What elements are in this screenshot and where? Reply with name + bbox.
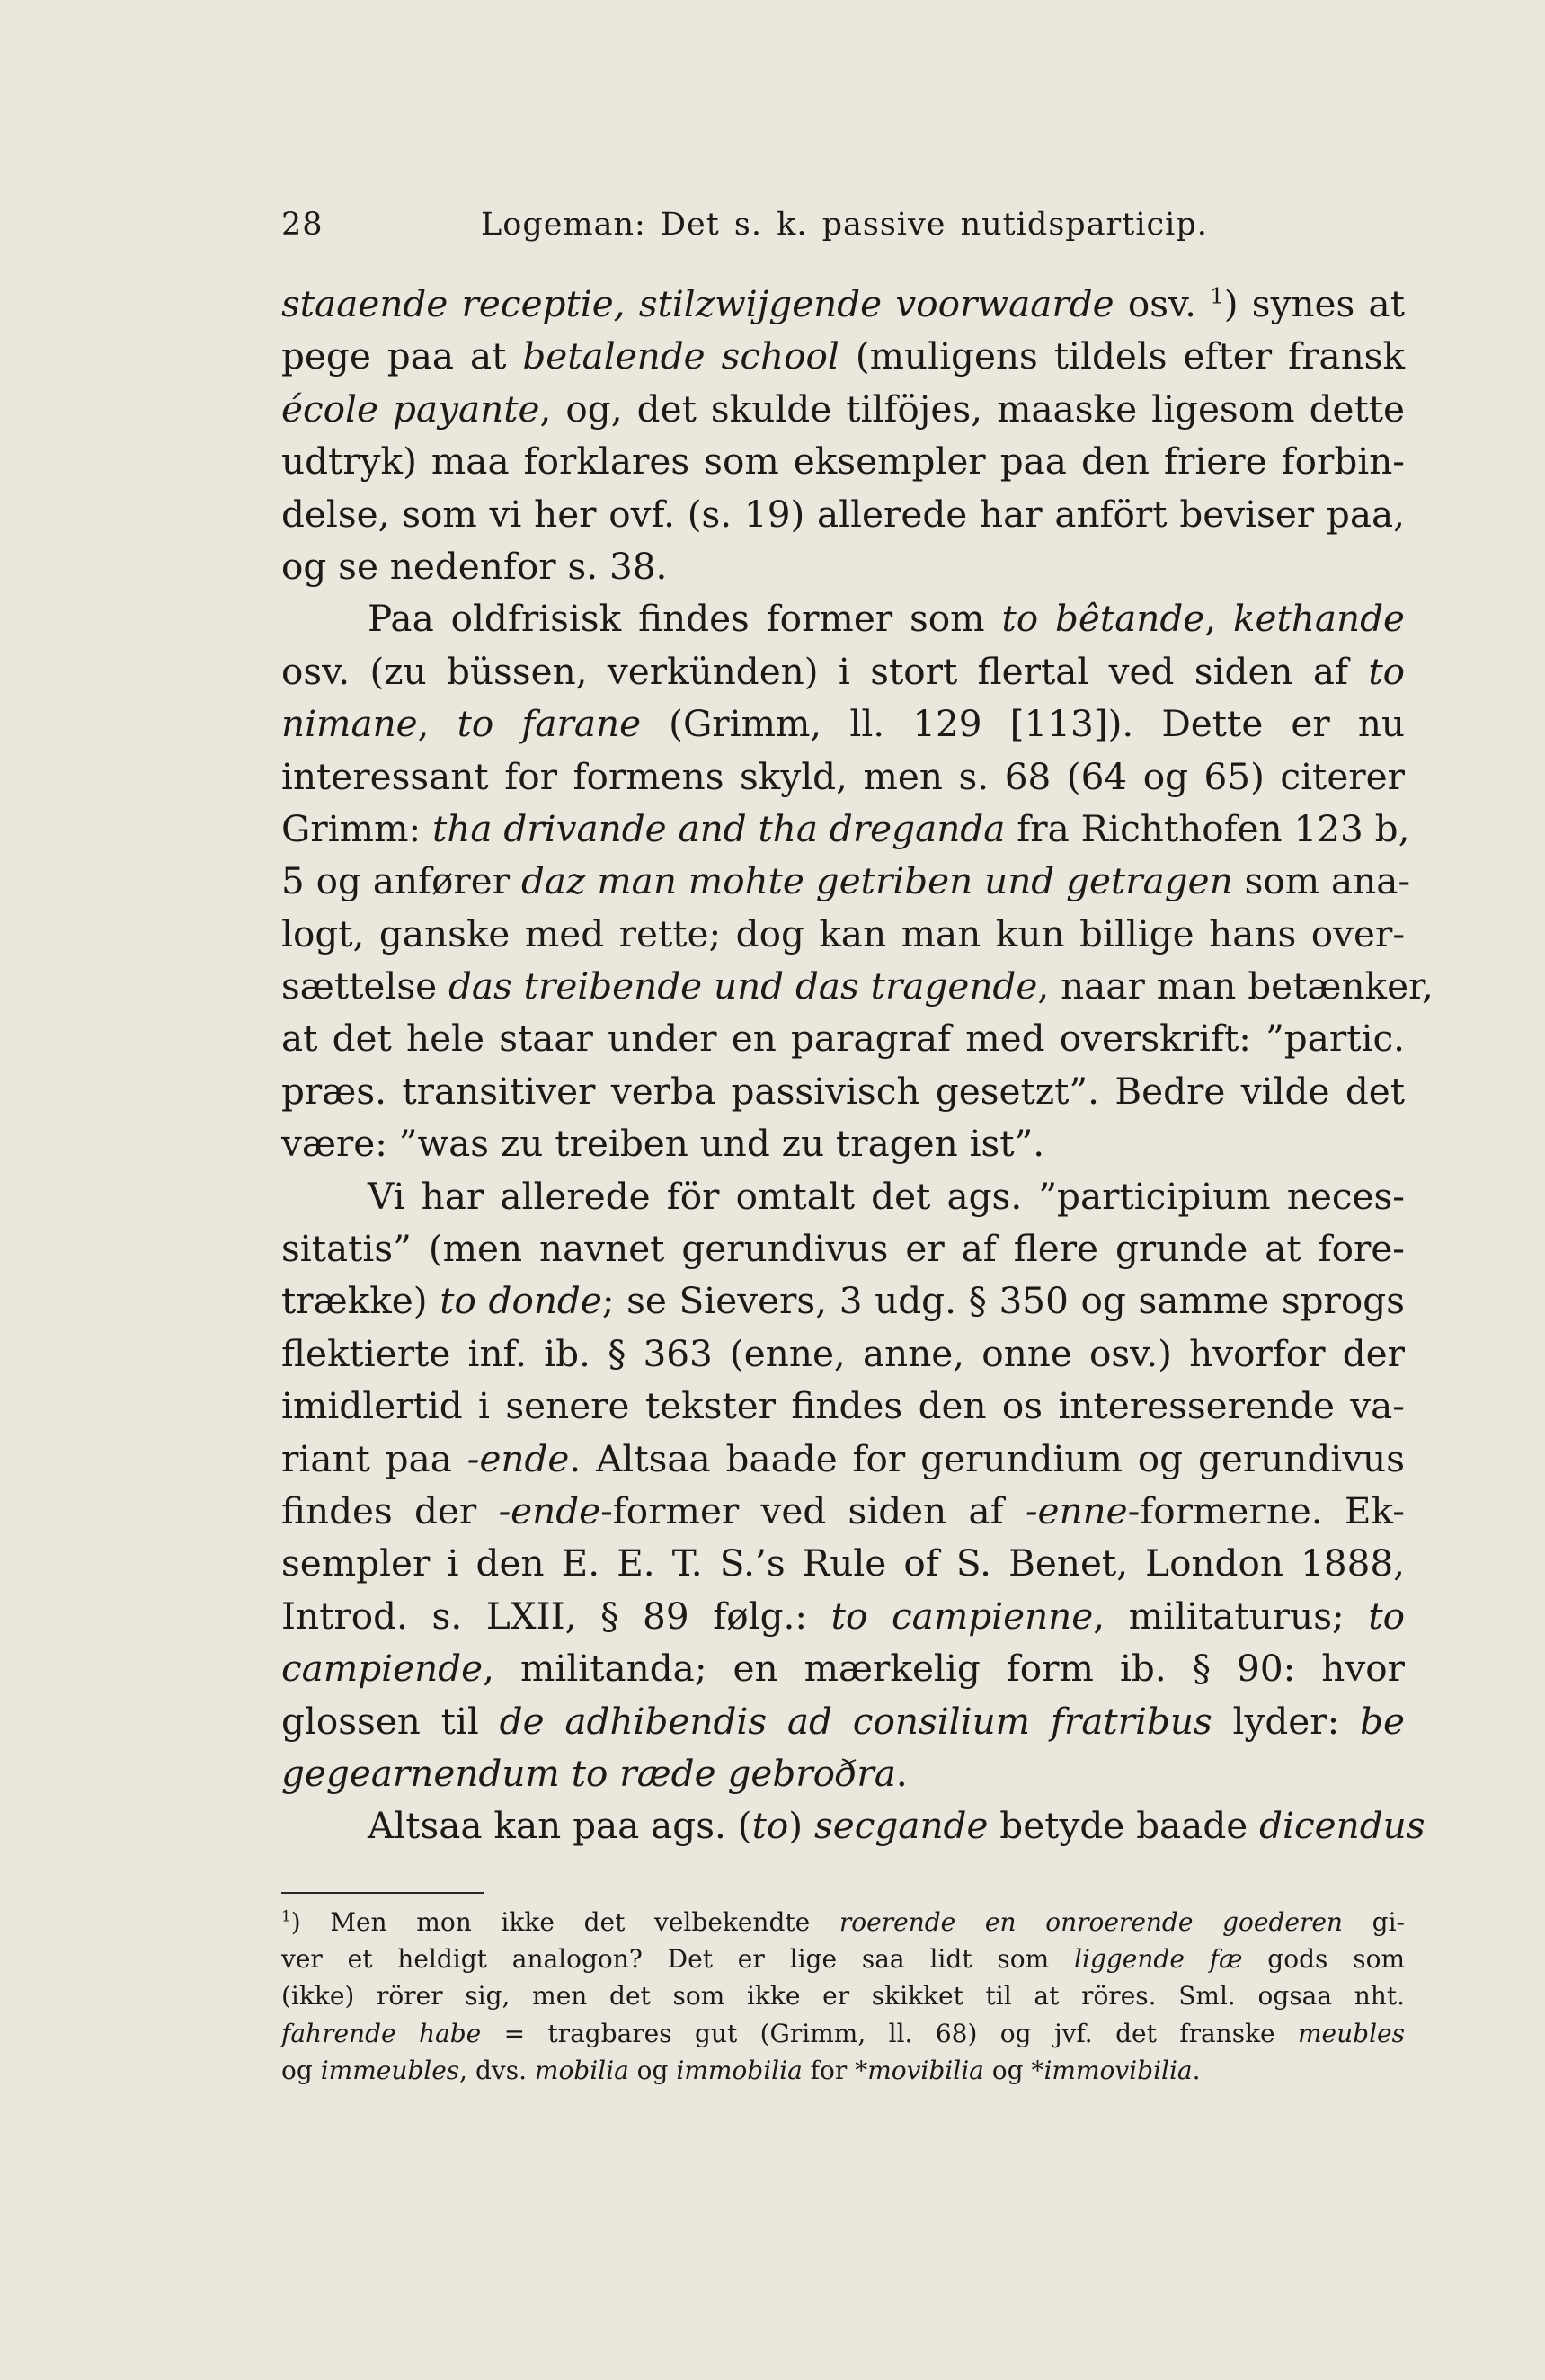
text-line <box>281 1747 1405 1799</box>
footnote-marker: 1 <box>1210 282 1224 309</box>
text-line <box>281 750 1405 803</box>
text-run: trække) <box>281 1279 440 1323</box>
text-run: , og, det skulde tilföjes, maaske ligesom dette <box>539 386 1405 431</box>
italic-text: secgande <box>813 1804 989 1848</box>
italic-text: tha drivande and tha dreganda <box>432 806 1006 850</box>
footnote-line <box>281 1940 1405 1977</box>
italic-text: das treibende und das tragende <box>448 964 1038 1008</box>
text-run: glossen til <box>281 1699 500 1743</box>
text-run: præs. transitiver verba passivisch gesetzt”. Bedre vilde det <box>281 1069 1405 1113</box>
text-run: gi- <box>1342 1907 1405 1937</box>
italic-text: *immovibilia <box>1031 2055 1193 2085</box>
text-line <box>281 803 1410 855</box>
text-run: ver et heldigt analogon? Det er lige saa lidt som <box>281 1944 1075 1975</box>
text-run: , militaturus; <box>1093 1594 1369 1638</box>
text-run: , <box>417 702 457 746</box>
italic-text: fahrende habe <box>281 2018 482 2048</box>
text-line <box>281 855 1411 907</box>
text-run: flektierte inf. ib. § 363 (enne, anne, onne osv.) hvorfor der <box>281 1331 1405 1375</box>
text-line <box>281 592 1405 644</box>
text-line <box>281 1170 1405 1222</box>
text-line <box>281 1328 1405 1380</box>
italic-text: to farane <box>457 702 642 746</box>
page-header <box>281 207 1414 261</box>
text-line <box>281 1695 1405 1747</box>
text-run: ) Men mon ikke det velbekendte <box>290 1907 839 1937</box>
text-run: at det hele staar under en paragraf med overskrift: ”partic. <box>281 1017 1405 1061</box>
text-run: sempler i den E. E. T. S.’s Rule of S. Benet, London 1888, <box>281 1541 1405 1585</box>
text-run: , militanda; en mærkelig form ib. § 90: hvor <box>483 1647 1405 1691</box>
text-run: . <box>1192 2055 1201 2085</box>
running-title: Logeman: Det s. k. passive nutidsparticip. <box>481 207 1208 243</box>
text-run: Grimm: <box>281 806 432 850</box>
text-run: 5 og anfører <box>281 859 521 903</box>
text-run: ; se Sievers, 3 udg. § 350 og samme sprogs <box>601 1279 1405 1323</box>
text-line <box>281 645 1405 697</box>
text-line <box>281 1433 1405 1485</box>
text-line <box>281 1380 1405 1432</box>
text-run: og se nedenfor s. 38. <box>281 544 668 588</box>
text-run: delse, som vi her ovf. (s. 19) allerede har anfört beviser paa, <box>281 492 1405 536</box>
text-run: (muligens tildels efter fransk <box>839 334 1405 378</box>
text-run: og <box>983 2055 1032 2085</box>
text-run: interessant for formens skyld, men s. 68 (64 og 65) citerer <box>281 754 1405 798</box>
page-number: 28 <box>281 207 324 243</box>
italic-text: meubles <box>1298 2018 1405 2048</box>
text-line <box>281 1012 1405 1064</box>
italic-text: liggende fæ <box>1074 1944 1243 1975</box>
text-line <box>281 1117 1405 1169</box>
main-text <box>281 278 1434 1852</box>
italic-text: to bêtande <box>1001 597 1205 641</box>
text-run: findes der <box>281 1488 499 1532</box>
text-run: . <box>895 1751 908 1795</box>
text-line <box>281 383 1405 435</box>
text-run: Introd. s. LXII, § 89 følg.: <box>281 1594 831 1638</box>
italic-text: be <box>1360 1699 1405 1743</box>
italic-text: -enne <box>1025 1488 1128 1532</box>
text-run: osv. <box>1114 282 1211 325</box>
text-run: betyde baade <box>988 1804 1260 1848</box>
text-line <box>281 697 1405 750</box>
text-line <box>281 1485 1405 1537</box>
text-line <box>281 278 1405 330</box>
text-run: pege paa at <box>281 334 523 378</box>
italic-text: nimane <box>281 702 418 746</box>
italic-text: *movibilia <box>855 2055 984 2085</box>
text-line <box>281 1222 1405 1274</box>
text-run: sættelse <box>281 964 448 1008</box>
italic-text: daz man mohte getriben und getragen <box>521 859 1233 903</box>
text-line <box>281 435 1405 487</box>
text-line <box>281 1274 1405 1327</box>
text-line <box>281 960 1434 1012</box>
text-line <box>281 1537 1405 1589</box>
text-run: Altsaa kan paa ags. ( <box>368 1804 752 1848</box>
italic-text: campiende <box>281 1647 484 1691</box>
italic-text: -ende <box>498 1488 601 1532</box>
italic-text: roerende en onroerende goederen <box>839 1907 1343 1937</box>
text-run: = tragbares gut (Grimm, ll. 68) og jvf. det franske <box>481 2018 1298 2048</box>
text-run: for <box>802 2055 856 2085</box>
italic-text: école payante <box>281 386 540 431</box>
italic-text: staaende receptie, stilzwijgende voorwaarde <box>281 282 1114 325</box>
text-run: , <box>1204 597 1233 641</box>
italic-text: immobilia <box>676 2055 803 2085</box>
footnote-line <box>281 2015 1405 2052</box>
text-run: ) synes at <box>1223 282 1405 325</box>
text-run: (ikke) rörer sig, men det som ikke er skikket til at röres. Sml. ogsaa nht. <box>281 1981 1405 2011</box>
text-run: , dvs. <box>459 2055 535 2085</box>
text-run: riant paa <box>281 1436 467 1480</box>
text-run: osv. (zu büssen, verkünden) i stort flertal ved siden af <box>281 649 1369 693</box>
text-line <box>281 1642 1405 1694</box>
italic-text: -ende <box>466 1436 570 1480</box>
italic-text: to donde <box>440 1279 602 1323</box>
text-run: gods som <box>1242 1944 1405 1975</box>
footnote-line <box>281 1904 1405 1940</box>
italic-text: mobilia <box>534 2055 629 2085</box>
text-run: -former ved siden af <box>600 1488 1026 1532</box>
text-run: og <box>281 2055 321 2085</box>
text-run: sitatis” (men navnet gerundivus er af flere grunde at fore- <box>281 1227 1405 1271</box>
italic-text: de adhibendis ad consilium fratribus <box>499 1699 1212 1743</box>
text-line <box>281 1065 1405 1117</box>
text-run: Paa oldfrisisk findes former som <box>368 597 1002 641</box>
text-run: som ana- <box>1232 859 1411 903</box>
text-line <box>281 908 1405 960</box>
text-line <box>281 488 1405 540</box>
italic-text: immeubles <box>320 2055 460 2085</box>
italic-text: betalende school <box>522 334 839 378</box>
text-run: logt, ganske med rette; dog kan man kun billige hans over- <box>281 911 1405 955</box>
text-run: . Altsaa baade for gerundium og gerundivus <box>569 1436 1405 1480</box>
footnote-line <box>281 1977 1405 2014</box>
text-run: udtryk) maa forklares som eksempler paa den friere forbin- <box>281 440 1405 484</box>
text-line <box>281 1590 1405 1642</box>
italic-text: to <box>751 1804 789 1848</box>
text-line <box>281 1799 1425 1852</box>
footnote-rule <box>281 1892 484 1894</box>
text-run: , naar man betænker, <box>1037 964 1434 1008</box>
footnotes <box>281 1904 1405 2089</box>
text-run: -formerne. Ek- <box>1127 1488 1405 1532</box>
text-line <box>281 330 1405 382</box>
text-line <box>281 540 1405 592</box>
italic-text: dicendus <box>1259 1804 1425 1848</box>
text-run: og <box>628 2055 677 2085</box>
footnote-line <box>281 2052 1405 2089</box>
italic-text: kethande <box>1233 597 1405 641</box>
text-run: ) <box>788 1804 814 1848</box>
text-run: (Grimm, ll. 129 [113]). Dette er nu <box>641 702 1405 746</box>
text-run: imidlertid i senere tekster findes den os interesserende va- <box>281 1384 1405 1428</box>
italic-text: to <box>1368 1594 1405 1638</box>
text-run: Vi har allerede för omtalt det ags. ”participium neces- <box>368 1174 1405 1218</box>
italic-text: to campienne <box>830 1594 1094 1638</box>
text-run: være: ”was zu treiben und zu tragen ist”. <box>281 1122 1045 1166</box>
text-run: lyder: <box>1212 1699 1361 1743</box>
footnote-marker: 1 <box>281 1906 291 1925</box>
italic-text: gegearnendum to ræde gebroðra <box>281 1751 896 1795</box>
italic-text: to <box>1368 649 1405 693</box>
text-run: fra Richthofen 123 b, <box>1005 806 1410 850</box>
